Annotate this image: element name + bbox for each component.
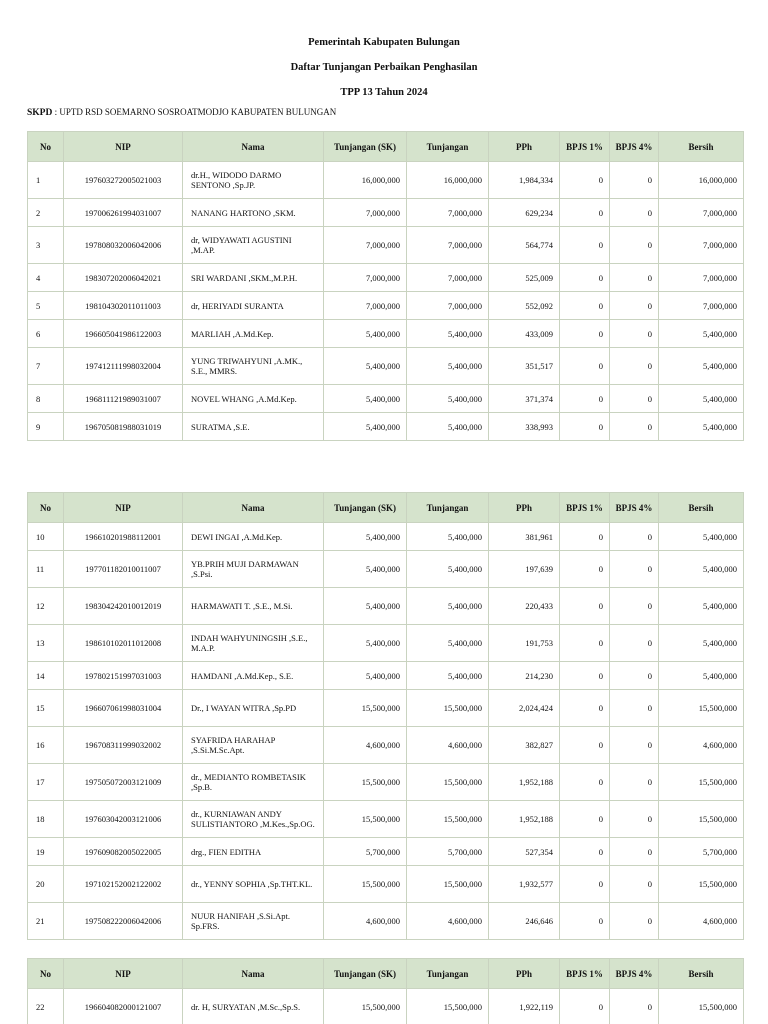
cell-bpjs-1: 0: [560, 838, 610, 866]
cell-tunjangan-sk: 5,700,000: [324, 838, 407, 866]
cell-tunjangan-sk: 5,400,000: [324, 588, 407, 625]
cell-tunjangan-sk: 5,400,000: [324, 662, 407, 690]
cell-tunjangan-sk: 16,000,000: [324, 162, 407, 199]
cell-no: 3: [28, 227, 64, 264]
cell-tunjangan-sk: 15,500,000: [324, 989, 407, 1024]
cell-nama: NANANG HARTONO ,SKM.: [183, 199, 324, 227]
column-header-bpjs-1: BPJS 1%: [560, 493, 610, 523]
table-row: [28, 162, 744, 199]
cell-tunjangan: 5,400,000: [407, 413, 489, 441]
cell-nip: 196610201988112001: [64, 523, 183, 551]
table-row: [28, 989, 744, 1024]
cell-tunjangan: 15,500,000: [407, 989, 489, 1024]
cell-nama: SRI WARDANI ,SKM.,M.P.H.: [183, 264, 324, 292]
column-header-bersih: Bersih: [659, 493, 744, 523]
cell-nip: 197006261994031007: [64, 199, 183, 227]
cell-bpjs-4: 0: [610, 551, 659, 588]
cell-bpjs-4: 0: [610, 625, 659, 662]
cell-bpjs-4: 0: [610, 227, 659, 264]
cell-pph: 527,354: [489, 838, 560, 866]
cell-no: 6: [28, 320, 64, 348]
cell-no: 17: [28, 764, 64, 801]
column-header-bpjs-4: BPJS 4%: [610, 493, 659, 523]
cell-no: 9: [28, 413, 64, 441]
cell-tunjangan: 5,400,000: [407, 551, 489, 588]
table-row: [28, 551, 744, 588]
column-header-tunjangan-sk: Tunjangan (SK): [324, 959, 407, 989]
cell-nip: 198104302011011003: [64, 292, 183, 320]
cell-bersih: 5,400,000: [659, 551, 744, 588]
table-row: [28, 413, 744, 441]
cell-bpjs-1: 0: [560, 690, 610, 727]
cell-bpjs-4: 0: [610, 690, 659, 727]
cell-bersih: 5,400,000: [659, 625, 744, 662]
cell-no: 16: [28, 727, 64, 764]
cell-tunjangan-sk: 7,000,000: [324, 292, 407, 320]
column-header-bpjs-4: BPJS 4%: [610, 132, 659, 162]
cell-bpjs-1: 0: [560, 264, 610, 292]
table-row: [28, 348, 744, 385]
cell-bersih: 16,000,000: [659, 162, 744, 199]
cell-pph: 1,984,334: [489, 162, 560, 199]
cell-nama: HARMAWATI T. ,S.E., M.Si.: [183, 588, 324, 625]
cell-bpjs-1: 0: [560, 801, 610, 838]
cell-bersih: 5,400,000: [659, 348, 744, 385]
cell-nip: 197102152002122002: [64, 866, 183, 903]
column-header-pph: PPh: [489, 132, 560, 162]
column-header-nama: Nama: [183, 493, 324, 523]
cell-bersih: 5,400,000: [659, 320, 744, 348]
cell-no: 19: [28, 838, 64, 866]
cell-tunjangan: 5,400,000: [407, 625, 489, 662]
cell-nama: HAMDANI ,A.Md.Kep., S.E.: [183, 662, 324, 690]
cell-nip: 196708311999032002: [64, 727, 183, 764]
cell-nip: 197701182010011007: [64, 551, 183, 588]
column-header-tunjangan: Tunjangan: [407, 493, 489, 523]
column-header-tunjangan-sk: Tunjangan (SK): [324, 132, 407, 162]
column-header-no: No: [28, 493, 64, 523]
cell-tunjangan: 5,400,000: [407, 385, 489, 413]
cell-tunjangan-sk: 7,000,000: [324, 264, 407, 292]
cell-bersih: 5,700,000: [659, 838, 744, 866]
cell-nama: INDAH WAHYUNINGSIH ,S.E., M.A.P.: [183, 625, 324, 662]
cell-no: 11: [28, 551, 64, 588]
cell-pph: 351,517: [489, 348, 560, 385]
table-row: [28, 801, 744, 838]
cell-nama: YB.PRIH MUJI DARMAWAN ,S.Psi.: [183, 551, 324, 588]
skpd-value: : UPTD RSD SOEMARNO SOSROATMODJO KABUPATEN BULUNGAN: [54, 107, 337, 117]
table-header-row: [28, 493, 744, 523]
cell-no: 15: [28, 690, 64, 727]
column-header-tunjangan: Tunjangan: [407, 132, 489, 162]
skpd-label: SKPD: [27, 108, 53, 118]
cell-no: 10: [28, 523, 64, 551]
cell-bpjs-4: 0: [610, 320, 659, 348]
cell-nama: dr., KURNIAWAN ANDY SULISTIANTORO ,M.Kes.,Sp.OG.: [183, 801, 324, 838]
cell-bpjs-1: 0: [560, 764, 610, 801]
cell-bpjs-4: 0: [610, 801, 659, 838]
cell-bersih: 5,400,000: [659, 413, 744, 441]
cell-nama: dr, WIDYAWATI AGUSTINI ,M.AP.: [183, 227, 324, 264]
cell-bpjs-1: 0: [560, 227, 610, 264]
cell-bpjs-1: 0: [560, 903, 610, 940]
cell-bpjs-1: 0: [560, 727, 610, 764]
cell-bpjs-4: 0: [610, 989, 659, 1024]
table-row: [28, 838, 744, 866]
cell-pph: 433,009: [489, 320, 560, 348]
cell-tunjangan-sk: 15,500,000: [324, 801, 407, 838]
cell-nama: dr., MEDIANTO ROMBETASIK ,Sp.B.: [183, 764, 324, 801]
cell-nip: 196705081988031019: [64, 413, 183, 441]
cell-no: 13: [28, 625, 64, 662]
cell-tunjangan: 7,000,000: [407, 292, 489, 320]
cell-tunjangan-sk: 5,400,000: [324, 413, 407, 441]
table-row: [28, 903, 744, 940]
cell-nama: SYAFRIDA HARAHAP ,S.Si.M.Sc.Apt.: [183, 727, 324, 764]
cell-nip: 198610102011012008: [64, 625, 183, 662]
table-row: [28, 320, 744, 348]
cell-bpjs-1: 0: [560, 413, 610, 441]
cell-bpjs-1: 0: [560, 588, 610, 625]
column-header-pph: PPh: [489, 493, 560, 523]
column-header-bpjs-1: BPJS 1%: [560, 132, 610, 162]
header-tpp-year: TPP 13 Tahun 2024: [340, 87, 428, 98]
cell-pph: 525,009: [489, 264, 560, 292]
cell-bersih: 4,600,000: [659, 903, 744, 940]
table-row: [28, 866, 744, 903]
column-header-nip: NIP: [64, 959, 183, 989]
document-header: [0, 37, 768, 112]
cell-bpjs-4: 0: [610, 348, 659, 385]
cell-bpjs-4: 0: [610, 866, 659, 903]
cell-tunjangan-sk: 5,400,000: [324, 348, 407, 385]
table-row: [28, 385, 744, 413]
column-header-tunjangan: Tunjangan: [407, 959, 489, 989]
cell-nip: 196811121989031007: [64, 385, 183, 413]
cell-bersih: 15,500,000: [659, 690, 744, 727]
cell-nama: NUUR HANIFAH ,S.Si.Apt. Sp.FRS.: [183, 903, 324, 940]
cell-bersih: 7,000,000: [659, 199, 744, 227]
cell-tunjangan: 5,400,000: [407, 523, 489, 551]
cell-pph: 564,774: [489, 227, 560, 264]
cell-tunjangan-sk: 5,400,000: [324, 385, 407, 413]
cell-tunjangan: 7,000,000: [407, 264, 489, 292]
cell-bpjs-1: 0: [560, 523, 610, 551]
cell-tunjangan: 15,500,000: [407, 764, 489, 801]
cell-bpjs-1: 0: [560, 292, 610, 320]
table-row: [28, 292, 744, 320]
cell-no: 14: [28, 662, 64, 690]
column-header-nip: NIP: [64, 132, 183, 162]
cell-nama: MARLIAH ,A.Md.Kep.: [183, 320, 324, 348]
cell-bpjs-1: 0: [560, 866, 610, 903]
cell-nip: 197412111998032004: [64, 348, 183, 385]
header-list-title: Daftar Tunjangan Perbaikan Penghasilan: [290, 62, 478, 73]
cell-nip: 197603272005021003: [64, 162, 183, 199]
table-row: [28, 727, 744, 764]
cell-bpjs-4: 0: [610, 662, 659, 690]
cell-bpjs-4: 0: [610, 764, 659, 801]
cell-bersih: 5,400,000: [659, 385, 744, 413]
cell-nip: 196604082000121007: [64, 989, 183, 1024]
cell-bpjs-1: 0: [560, 162, 610, 199]
cell-nip: 196605041986122003: [64, 320, 183, 348]
cell-bersih: 5,400,000: [659, 588, 744, 625]
header-government: Pemerintah Kabupaten Bulungan: [308, 37, 460, 48]
column-header-bpjs-1: BPJS 1%: [560, 959, 610, 989]
cell-tunjangan-sk: 15,500,000: [324, 764, 407, 801]
cell-no: 7: [28, 348, 64, 385]
tpp-table-page-2: [27, 492, 744, 940]
cell-pph: 197,639: [489, 551, 560, 588]
cell-bersih: 7,000,000: [659, 227, 744, 264]
table-row: [28, 264, 744, 292]
cell-tunjangan: 15,500,000: [407, 866, 489, 903]
cell-pph: 1,932,577: [489, 866, 560, 903]
cell-bersih: 15,500,000: [659, 866, 744, 903]
cell-nip: 197808032006042006: [64, 227, 183, 264]
cell-tunjangan: 4,600,000: [407, 727, 489, 764]
cell-bpjs-4: 0: [610, 413, 659, 441]
cell-nama: dr.H., WIDODO DARMO SENTONO ,Sp.JP.: [183, 162, 324, 199]
cell-nama: NOVEL WHANG ,A.Md.Kep.: [183, 385, 324, 413]
cell-bersih: 15,500,000: [659, 801, 744, 838]
table-header-row: [28, 959, 744, 989]
cell-nama: dr. H, SURYATAN ,M.Sc.,Sp.S.: [183, 989, 324, 1024]
cell-tunjangan: 5,700,000: [407, 838, 489, 866]
table-row: [28, 588, 744, 625]
cell-no: 21: [28, 903, 64, 940]
cell-bersih: 15,500,000: [659, 764, 744, 801]
cell-tunjangan-sk: 5,400,000: [324, 625, 407, 662]
cell-pph: 381,961: [489, 523, 560, 551]
cell-pph: 1,952,188: [489, 801, 560, 838]
cell-pph: 214,230: [489, 662, 560, 690]
cell-tunjangan-sk: 4,600,000: [324, 903, 407, 940]
column-header-nama: Nama: [183, 132, 324, 162]
cell-pph: 220,433: [489, 588, 560, 625]
table-row: [28, 227, 744, 264]
column-header-no: No: [28, 132, 64, 162]
skpd-line: [27, 107, 336, 118]
table-row: [28, 690, 744, 727]
table-header-row: [28, 132, 744, 162]
column-header-nip: NIP: [64, 493, 183, 523]
cell-no: 5: [28, 292, 64, 320]
cell-bersih: 5,400,000: [659, 662, 744, 690]
cell-pph: 338,993: [489, 413, 560, 441]
cell-no: 4: [28, 264, 64, 292]
column-header-pph: PPh: [489, 959, 560, 989]
cell-bpjs-4: 0: [610, 588, 659, 625]
cell-tunjangan: 7,000,000: [407, 227, 489, 264]
cell-bpjs-1: 0: [560, 662, 610, 690]
cell-tunjangan: 5,400,000: [407, 320, 489, 348]
cell-bpjs-4: 0: [610, 727, 659, 764]
cell-tunjangan: 5,400,000: [407, 662, 489, 690]
table-row: [28, 764, 744, 801]
cell-nip: 197508222006042006: [64, 903, 183, 940]
column-header-bpjs-4: BPJS 4%: [610, 959, 659, 989]
cell-nip: 198307202006042021: [64, 264, 183, 292]
cell-pph: 246,646: [489, 903, 560, 940]
cell-tunjangan: 15,500,000: [407, 801, 489, 838]
column-header-tunjangan-sk: Tunjangan (SK): [324, 493, 407, 523]
cell-nama: SURATMA ,S.E.: [183, 413, 324, 441]
cell-nip: 197603042003121006: [64, 801, 183, 838]
cell-nama: DEWI INGAI ,A.Md.Kep.: [183, 523, 324, 551]
cell-tunjangan: 4,600,000: [407, 903, 489, 940]
cell-pph: 2,024,424: [489, 690, 560, 727]
table-row: [28, 662, 744, 690]
cell-bpjs-4: 0: [610, 385, 659, 413]
cell-pph: 552,092: [489, 292, 560, 320]
cell-no: 18: [28, 801, 64, 838]
cell-bpjs-4: 0: [610, 903, 659, 940]
cell-pph: 1,922,119: [489, 989, 560, 1024]
cell-pph: 371,374: [489, 385, 560, 413]
cell-tunjangan-sk: 5,400,000: [324, 523, 407, 551]
cell-bpjs-1: 0: [560, 989, 610, 1024]
tpp-table-page-3: [27, 958, 744, 1024]
cell-bpjs-4: 0: [610, 838, 659, 866]
cell-bersih: 15,500,000: [659, 989, 744, 1024]
cell-pph: 629,234: [489, 199, 560, 227]
cell-no: 12: [28, 588, 64, 625]
cell-nip: 197802151997031003: [64, 662, 183, 690]
cell-bpjs-4: 0: [610, 523, 659, 551]
column-header-nama: Nama: [183, 959, 324, 989]
cell-tunjangan-sk: 5,400,000: [324, 320, 407, 348]
cell-bpjs-1: 0: [560, 385, 610, 413]
cell-tunjangan-sk: 15,500,000: [324, 866, 407, 903]
cell-tunjangan: 5,400,000: [407, 588, 489, 625]
column-header-bersih: Bersih: [659, 132, 744, 162]
cell-tunjangan: 5,400,000: [407, 348, 489, 385]
cell-tunjangan: 16,000,000: [407, 162, 489, 199]
cell-bpjs-4: 0: [610, 264, 659, 292]
cell-tunjangan: 15,500,000: [407, 690, 489, 727]
table-row: [28, 625, 744, 662]
cell-nip: 196607061998031004: [64, 690, 183, 727]
cell-nama: drg., FIEN EDITHA: [183, 838, 324, 866]
cell-nip: 197505072003121009: [64, 764, 183, 801]
cell-nama: Dr., I WAYAN WITRA ,Sp.PD: [183, 690, 324, 727]
cell-bpjs-1: 0: [560, 320, 610, 348]
cell-bpjs-4: 0: [610, 292, 659, 320]
cell-no: 20: [28, 866, 64, 903]
cell-bersih: 7,000,000: [659, 264, 744, 292]
cell-bpjs-4: 0: [610, 162, 659, 199]
cell-nama: dr, HERIYADI SURANTA: [183, 292, 324, 320]
cell-tunjangan-sk: 7,000,000: [324, 199, 407, 227]
table-row: [28, 523, 744, 551]
cell-nip: 197609082005022005: [64, 838, 183, 866]
cell-tunjangan-sk: 5,400,000: [324, 551, 407, 588]
cell-pph: 191,753: [489, 625, 560, 662]
tpp-table-page-1: [27, 131, 744, 441]
cell-bpjs-1: 0: [560, 348, 610, 385]
column-header-no: No: [28, 959, 64, 989]
cell-no: 22: [28, 989, 64, 1024]
cell-no: 1: [28, 162, 64, 199]
cell-bpjs-4: 0: [610, 199, 659, 227]
cell-nama: dr., YENNY SOPHIA ,Sp.THT.KL.: [183, 866, 324, 903]
cell-nama: YUNG TRIWAHYUNI ,A.MK., S.E., MMRS.: [183, 348, 324, 385]
column-header-bersih: Bersih: [659, 959, 744, 989]
cell-no: 8: [28, 385, 64, 413]
cell-pph: 382,827: [489, 727, 560, 764]
cell-bpjs-1: 0: [560, 199, 610, 227]
cell-tunjangan: 7,000,000: [407, 199, 489, 227]
cell-bersih: 5,400,000: [659, 523, 744, 551]
cell-bersih: 4,600,000: [659, 727, 744, 764]
cell-no: 2: [28, 199, 64, 227]
cell-bpjs-1: 0: [560, 625, 610, 662]
cell-tunjangan-sk: 15,500,000: [324, 690, 407, 727]
cell-tunjangan-sk: 4,600,000: [324, 727, 407, 764]
cell-bpjs-1: 0: [560, 551, 610, 588]
cell-bersih: 7,000,000: [659, 292, 744, 320]
table-row: [28, 199, 744, 227]
cell-nip: 198304242010012019: [64, 588, 183, 625]
cell-tunjangan-sk: 7,000,000: [324, 227, 407, 264]
cell-pph: 1,952,188: [489, 764, 560, 801]
